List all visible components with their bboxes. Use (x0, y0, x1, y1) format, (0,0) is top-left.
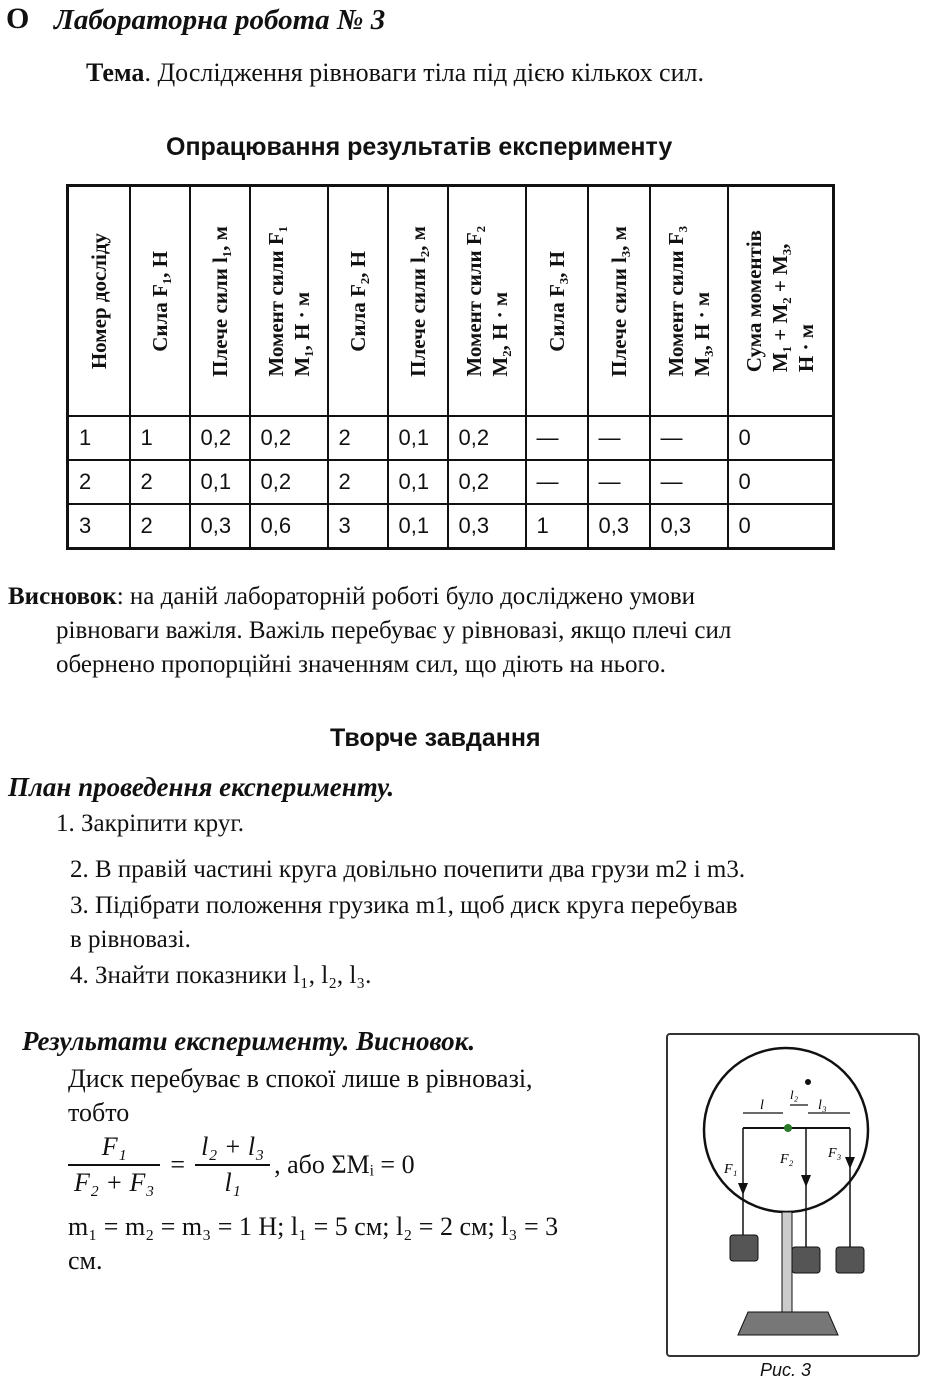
plan-step: в рівновазі. (70, 926, 191, 953)
weight-m3 (836, 1247, 864, 1273)
lab-title: Лабораторна робота № 3 (54, 4, 386, 36)
table-cell: 2 (328, 460, 388, 504)
fraction-numerator: l₂ + l₃ (195, 1132, 270, 1166)
table-cell: — (526, 460, 588, 504)
header-cell: Номер досліду (68, 186, 130, 417)
table-cell: — (650, 460, 728, 504)
table-cell: — (588, 460, 650, 504)
table-cell: 2 (68, 460, 130, 504)
table-cell: 0 (728, 416, 834, 460)
table-cell: 2 (328, 416, 388, 460)
table-row (68, 416, 834, 460)
fraction-denominator: l₁ (224, 1168, 241, 1197)
topic (86, 58, 704, 88)
disk-diagram (668, 1035, 918, 1355)
table-cell: — (526, 416, 588, 460)
weight-m2 (792, 1247, 820, 1273)
values-line: m₁ = m₂ = m₃ = 1 Н; l₁ = 5 см; l₂ = 2 см; l₃ = 3 (68, 1212, 559, 1241)
header-cell: Плече сили l₂, м (388, 186, 448, 417)
header-cell: Сила F₁, Н (130, 186, 190, 417)
plan-step: 4. Знайти показники l₁, l₂, l₃. (70, 962, 372, 989)
conclusion (8, 580, 928, 682)
values-line-2: см. (68, 1246, 103, 1275)
stand-base (738, 1312, 838, 1335)
header-cell: Сила F₂, Н (328, 186, 388, 417)
header-cell: Сума моментів M₁ + M₂ + M₃, Н · м (728, 186, 834, 417)
table-cell: 0,1 (388, 416, 448, 460)
plan-step: 3. Підібрати положення грузика m1, щоб диск круга перебував (70, 892, 738, 919)
results-line-2: тобто (68, 1098, 130, 1127)
label-f1: F₁ (724, 1162, 738, 1177)
force-arrow-1 (738, 1183, 748, 1195)
topic-text: . Дослідження рівноваги тіла під дією кількох сил. (144, 58, 704, 87)
results-title: Результати експерименту. Висновок. (22, 1026, 476, 1056)
table-cell: 0,3 (448, 504, 526, 549)
weight-m1 (730, 1235, 758, 1261)
results-table (66, 184, 835, 550)
table-cell: 1 (526, 504, 588, 549)
table-cell: 0,3 (190, 504, 250, 549)
force-arrow-3 (845, 1157, 855, 1169)
figure-caption: Рис. 3 (760, 1360, 812, 1380)
table-cell: — (650, 416, 728, 460)
table-cell: 3 (68, 504, 130, 549)
table-cell: 0,1 (190, 460, 250, 504)
axis-point (784, 1124, 792, 1132)
table-cell: 0,2 (250, 460, 328, 504)
header-cell: Плече сили l₃, м (588, 186, 650, 417)
label-l3: l₃ (818, 1098, 827, 1113)
label-l1: l (760, 1098, 764, 1113)
table-cell: 2 (130, 460, 190, 504)
table-cell: 0,1 (388, 504, 448, 549)
table-cell: 0,2 (190, 416, 250, 460)
fraction-denominator: F₂ + F₃ (74, 1168, 155, 1197)
conclusion-line-2: рівноваги важіля. Важіль перебуває у рівновазі, якщо плечі сил (56, 617, 732, 644)
table-cell: 1 (130, 416, 190, 460)
formula-tail: , або ΣMᵢ = 0 (274, 1150, 415, 1179)
table-cell: 0,2 (448, 416, 526, 460)
table-cell: 0 (728, 504, 834, 549)
results-line-1: Диск перебуває в спокої лише в рівновазі, (68, 1064, 533, 1093)
table-cell: 0 (728, 460, 834, 504)
table-cell: 2 (130, 504, 190, 549)
header-cell: Момент сили F₃ M₃, Н · м (650, 186, 728, 417)
equals-sign: = (170, 1150, 186, 1179)
processing-title: Опрацювання результатів експерименту (166, 133, 673, 161)
table-cell: 0,2 (448, 460, 526, 504)
header-cell: Сила F₃, Н (526, 186, 588, 417)
header-cell: Момент сили F₂ M₂, Н · м (448, 186, 526, 417)
header-cell: Момент сили F₁ M₁, Н · м (250, 186, 328, 417)
conclusion-label: Висновок (8, 583, 117, 610)
conclusion-line-3: обернено пропорційні значенням сил, що діють на нього. (56, 651, 666, 678)
table-cell: 1 (68, 416, 130, 460)
stand-rod (782, 1212, 792, 1312)
table-cell: 0,3 (588, 504, 650, 549)
table-cell: 0,2 (250, 416, 328, 460)
bullet-circle: O (6, 2, 30, 35)
topic-label: Тема (86, 58, 145, 87)
label-l2: l₂ (790, 1087, 799, 1102)
label-f2: F₂ (780, 1152, 794, 1167)
figure-frame (666, 1033, 920, 1357)
table-row (68, 460, 834, 504)
fraction-numerator: F₁ (68, 1132, 160, 1166)
conclusion-line-1: : на даній лабораторній роботі було досліджено умови (116, 583, 696, 610)
table-cell: 3 (328, 504, 388, 549)
equilibrium-formula (68, 1132, 415, 1198)
label-f3: F₃ (828, 1146, 842, 1161)
table-header-row (68, 186, 834, 417)
creative-task-title: Творче завдання (330, 724, 541, 752)
table-row (68, 504, 834, 549)
table-cell: 0,6 (250, 504, 328, 549)
pivot-dot (805, 1079, 811, 1085)
plan-title: План проведення експерименту. (8, 772, 395, 802)
plan-step: 1. Закріпити круг. (56, 810, 245, 837)
plan-step: 2. В правій частині круга довільно почепити два грузи m2 і m3. (70, 856, 746, 883)
header-cell: Плече сили l₁, м (190, 186, 250, 417)
force-arrow-2 (801, 1175, 811, 1187)
fraction-arms (195, 1132, 270, 1198)
table-cell: 0,1 (388, 460, 448, 504)
fraction-forces (68, 1132, 160, 1198)
table-cell: — (588, 416, 650, 460)
table-cell: 0,3 (650, 504, 728, 549)
